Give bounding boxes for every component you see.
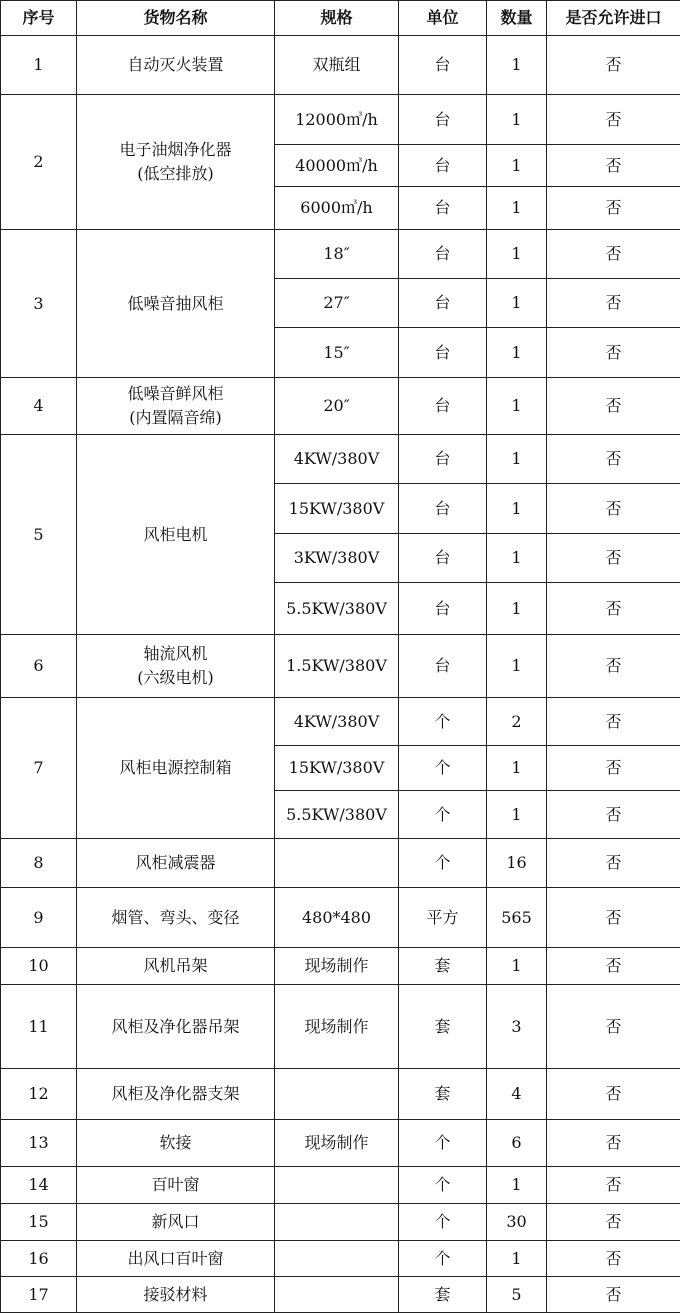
cell-unit: 个 [399, 839, 487, 888]
cell-allow-import: 否 [547, 95, 680, 145]
cell-unit: 台 [399, 36, 487, 95]
cell-allow-import: 否 [547, 791, 680, 839]
cell-unit: 台 [399, 534, 487, 583]
cell-unit: 套 [399, 1277, 487, 1313]
goods-name-line: 风柜电机 [143, 524, 208, 544]
table-row [1, 1069, 680, 1120]
cell-allow-import: 否 [547, 948, 680, 985]
cell-spec: 27″ [275, 279, 399, 328]
table-row [1, 95, 680, 145]
cell-unit: 台 [399, 328, 487, 378]
cell-qty: 1 [487, 1167, 547, 1204]
cell-allow-import: 否 [547, 145, 680, 187]
goods-name-line: 低噪音抽风柜 [127, 293, 224, 313]
cell-spec [275, 1167, 399, 1204]
cell-qty: 1 [487, 36, 547, 95]
goods-name-line: 风柜及净化器支架 [111, 1084, 240, 1103]
cell-unit: 台 [399, 484, 487, 534]
cell-qty: 5 [487, 1277, 547, 1313]
table-row [1, 1241, 680, 1277]
cell-no: 15 [1, 1204, 77, 1241]
goods-name-line: (低空排放) [137, 164, 214, 183]
table-row [1, 1120, 680, 1167]
table-row [1, 888, 680, 948]
goods-name-line: 百叶窗 [151, 1175, 200, 1194]
cell-spec [275, 839, 399, 888]
cell-unit: 台 [399, 95, 487, 145]
cell-spec [275, 1277, 399, 1313]
cell-allow-import: 否 [547, 839, 680, 888]
cell-goods-name [77, 435, 275, 635]
cell-qty: 1 [487, 484, 547, 534]
goods-name-line: 低噪音鲜风柜 [127, 384, 224, 403]
table-body [1, 36, 680, 1313]
cell-allow-import: 否 [547, 583, 680, 635]
cell-allow-import: 否 [547, 1120, 680, 1167]
cell-goods-name [77, 1069, 275, 1120]
cell-unit: 台 [399, 187, 487, 230]
cell-goods-name [77, 36, 275, 95]
table-row [1, 948, 680, 985]
cell-goods-name [77, 839, 275, 888]
cell-allow-import: 否 [547, 1069, 680, 1120]
cell-qty: 1 [487, 791, 547, 839]
cell-allow-import: 否 [547, 435, 680, 484]
goods-name-line: (六级电机) [137, 668, 214, 687]
table-header-row [1, 1, 680, 36]
cell-spec: 5.5KW/380V [275, 583, 399, 635]
table-row [1, 635, 680, 698]
cell-qty: 1 [487, 948, 547, 985]
goods-name-line: 风柜及净化器吊架 [111, 1016, 240, 1036]
cell-qty: 2 [487, 698, 547, 746]
cell-no: 1 [1, 36, 77, 95]
cell-unit: 套 [399, 948, 487, 985]
goods-name-line: 风柜电源控制箱 [119, 758, 232, 777]
cell-unit: 台 [399, 145, 487, 187]
cell-unit: 个 [399, 1167, 487, 1204]
cell-unit: 平方 [399, 888, 487, 948]
table-row [1, 698, 680, 746]
cell-unit: 个 [399, 1241, 487, 1277]
cell-qty: 1 [487, 187, 547, 230]
cell-allow-import: 否 [547, 378, 680, 435]
cell-allow-import: 否 [547, 279, 680, 328]
table-row [1, 1204, 680, 1241]
cell-spec: 40000㎥/h [275, 145, 399, 187]
cell-spec: 现场制作 [275, 1120, 399, 1167]
cell-unit: 个 [399, 1204, 487, 1241]
cell-spec: 6000㎥/h [275, 187, 399, 230]
cell-qty: 4 [487, 1069, 547, 1120]
cell-unit: 个 [399, 746, 487, 791]
goods-name-line: 软接 [159, 1133, 192, 1152]
cell-allow-import: 否 [547, 1277, 680, 1313]
cell-unit: 个 [399, 1120, 487, 1167]
cell-qty: 1 [487, 746, 547, 791]
header-no: 序号 [1, 1, 77, 36]
cell-spec: 3KW/380V [275, 534, 399, 583]
cell-unit: 台 [399, 635, 487, 698]
header-spec: 规格 [275, 1, 399, 36]
cell-spec: 12000㎥/h [275, 95, 399, 145]
table-row [1, 378, 680, 435]
goods-name-line: 轴流风机 [143, 644, 208, 663]
cell-allow-import: 否 [547, 534, 680, 583]
cell-allow-import: 否 [547, 888, 680, 948]
cell-no: 11 [1, 985, 77, 1069]
cell-allow-import: 否 [547, 746, 680, 791]
cell-spec: 双瓶组 [275, 36, 399, 95]
cell-no: 8 [1, 839, 77, 888]
cell-goods-name [77, 985, 275, 1069]
cell-qty: 1 [487, 534, 547, 583]
table-row [1, 230, 680, 279]
table-row [1, 1277, 680, 1313]
cell-spec: 18″ [275, 230, 399, 279]
cell-unit: 套 [399, 1069, 487, 1120]
cell-qty: 1 [487, 230, 547, 279]
cell-spec: 4KW/380V [275, 698, 399, 746]
cell-unit: 台 [399, 230, 487, 279]
cell-spec: 20″ [275, 378, 399, 435]
cell-allow-import: 否 [547, 484, 680, 534]
cell-no: 6 [1, 635, 77, 698]
cell-goods-name [77, 1204, 275, 1241]
cell-spec: 现场制作 [275, 985, 399, 1069]
cell-spec [275, 1069, 399, 1120]
table-row [1, 1167, 680, 1204]
cell-qty: 30 [487, 1204, 547, 1241]
cell-qty: 1 [487, 583, 547, 635]
cell-allow-import: 否 [547, 985, 680, 1069]
cell-unit: 台 [399, 583, 487, 635]
cell-goods-name [77, 95, 275, 230]
cell-unit: 个 [399, 698, 487, 746]
goods-name-line: 自动灭火装置 [127, 55, 224, 74]
cell-goods-name [77, 948, 275, 985]
cell-allow-import: 否 [547, 1167, 680, 1204]
cell-no: 17 [1, 1277, 77, 1313]
cell-goods-name [77, 1277, 275, 1313]
cell-unit: 个 [399, 791, 487, 839]
cell-qty: 565 [487, 888, 547, 948]
cell-qty: 1 [487, 95, 547, 145]
cell-no: 14 [1, 1167, 77, 1204]
cell-goods-name [77, 1241, 275, 1277]
goods-name-line: 接驳材料 [143, 1284, 208, 1304]
goods-name-line: 电子油烟净化器 [119, 140, 232, 159]
cell-goods-name [77, 698, 275, 839]
cell-spec: 4KW/380V [275, 435, 399, 484]
cell-spec [275, 1241, 399, 1277]
cell-unit: 台 [399, 279, 487, 328]
cell-no: 2 [1, 95, 77, 230]
cell-qty: 16 [487, 839, 547, 888]
goods-name-line: (内置隔音绵) [129, 408, 222, 427]
cell-no: 10 [1, 948, 77, 985]
cell-no: 4 [1, 378, 77, 435]
cell-qty: 3 [487, 985, 547, 1069]
cell-spec: 5.5KW/380V [275, 791, 399, 839]
table-row [1, 435, 680, 484]
cell-goods-name [77, 378, 275, 435]
table-row [1, 985, 680, 1069]
header-allow-import: 是否允许进口 [547, 1, 680, 36]
cell-allow-import: 否 [547, 635, 680, 698]
goods-name-line: 新风口 [151, 1212, 200, 1231]
cell-goods-name [77, 230, 275, 378]
cell-qty: 1 [487, 635, 547, 698]
cell-qty: 1 [487, 1241, 547, 1277]
cell-allow-import: 否 [547, 36, 680, 95]
cell-qty: 1 [487, 328, 547, 378]
cell-no: 13 [1, 1120, 77, 1167]
cell-no: 9 [1, 888, 77, 948]
cell-qty: 1 [487, 279, 547, 328]
cell-no: 5 [1, 435, 77, 635]
cell-qty: 1 [487, 378, 547, 435]
cell-spec: 15KW/380V [275, 746, 399, 791]
cell-no: 3 [1, 230, 77, 378]
cell-spec: 15″ [275, 328, 399, 378]
cell-qty: 1 [487, 145, 547, 187]
goods-name-line: 出风口百叶窗 [127, 1248, 224, 1268]
cell-allow-import: 否 [547, 1241, 680, 1277]
cell-goods-name [77, 1167, 275, 1204]
cell-goods-name [77, 1120, 275, 1167]
header-unit: 单位 [399, 1, 487, 36]
cell-no: 7 [1, 698, 77, 839]
header-name: 货物名称 [77, 1, 275, 36]
cell-spec: 1.5KW/380V [275, 635, 399, 698]
goods-name-line: 风柜减震器 [135, 853, 216, 872]
goods-name-line: 烟管、弯头、变径 [111, 907, 240, 927]
cell-spec [275, 1204, 399, 1241]
cell-no: 12 [1, 1069, 77, 1120]
cell-spec: 480*480 [275, 888, 399, 948]
cell-allow-import: 否 [547, 1204, 680, 1241]
cell-unit: 台 [399, 378, 487, 435]
cell-unit: 套 [399, 985, 487, 1069]
table-row [1, 839, 680, 888]
cell-no: 16 [1, 1241, 77, 1277]
table-row [1, 36, 680, 95]
cell-unit: 台 [399, 435, 487, 484]
cell-qty: 1 [487, 435, 547, 484]
cell-spec: 现场制作 [275, 948, 399, 985]
cell-allow-import: 否 [547, 698, 680, 746]
cell-qty: 6 [487, 1120, 547, 1167]
header-qty: 数量 [487, 1, 547, 36]
goods-name-line: 风机吊架 [143, 956, 208, 975]
cell-goods-name [77, 635, 275, 698]
cell-allow-import: 否 [547, 328, 680, 378]
cell-goods-name [77, 888, 275, 948]
cell-allow-import: 否 [547, 230, 680, 279]
cell-allow-import: 否 [547, 187, 680, 230]
cell-spec: 15KW/380V [275, 484, 399, 534]
